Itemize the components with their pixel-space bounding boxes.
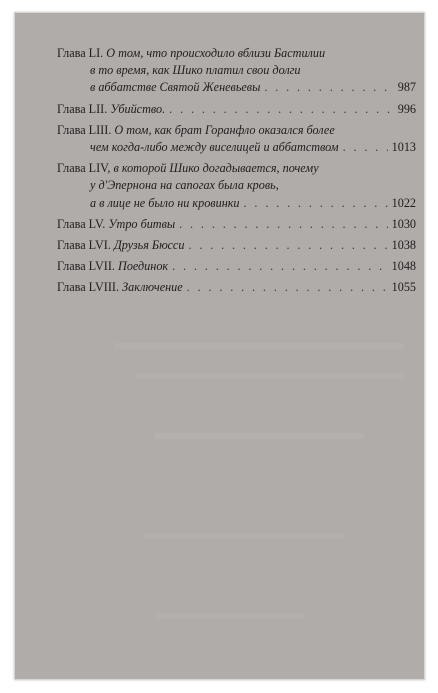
page-number: 1030 <box>391 216 416 231</box>
dot-leader <box>179 216 387 233</box>
chapter-title-line: в то время, как Шико платил свои долги <box>90 63 301 78</box>
page-number: 1022 <box>391 195 416 210</box>
chapter-title-line: Убийство. <box>110 101 166 116</box>
table-of-contents <box>57 45 416 296</box>
page-number: 1013 <box>391 139 416 154</box>
page-number: 996 <box>397 101 416 116</box>
chapter-title-line: чем когда-либо между виселицей и аббатством <box>90 139 339 154</box>
book-page <box>14 12 425 680</box>
toc-entry <box>57 101 416 118</box>
chapter-label: Глава LV. <box>57 216 106 231</box>
chapter-title-line: О том, как брат Горанфло оказался более <box>114 122 335 137</box>
page-number: 987 <box>397 80 416 95</box>
chapter-title-line: в аббатстве Святой Женевьевы <box>90 80 261 95</box>
bleed-through-line <box>155 613 304 619</box>
dot-leader <box>187 279 388 296</box>
bleed-through-line <box>135 373 404 379</box>
page-number: 1038 <box>391 237 416 252</box>
chapter-label: Глава LVI. <box>57 237 111 252</box>
chapter-title-line: в которой Шико догадывается, почему <box>113 161 319 176</box>
chapter-title-line: Друзья Бюсси <box>113 237 185 252</box>
toc-entry <box>57 216 416 233</box>
chapter-label: Глава LI. <box>57 46 104 60</box>
dot-leader <box>343 139 388 156</box>
chapter-label: Глава LVII. <box>57 259 115 274</box>
dot-leader <box>244 195 388 212</box>
toc-entry <box>57 258 416 275</box>
bleed-through-line <box>145 533 344 539</box>
dot-leader <box>264 79 393 96</box>
bleed-through-line <box>115 343 404 349</box>
dot-leader <box>169 101 394 118</box>
chapter-title-line: у д'Эпернона на сапогах была кровь, <box>90 178 279 193</box>
bleed-through-line <box>155 433 364 439</box>
chapter-title-line: Утро битвы <box>108 216 176 231</box>
toc-entry <box>57 122 416 156</box>
page-number: 1048 <box>391 259 416 274</box>
chapter-label: Глава LII. <box>57 101 108 116</box>
chapter-label: Глава LIII. <box>57 122 112 137</box>
chapter-title-line: О том, что происходило вблизи Бастилии <box>106 46 326 60</box>
chapter-title-line: а в лице не было ни кровинки <box>90 195 240 210</box>
dot-leader <box>188 237 387 254</box>
chapter-label: Глава LIV, <box>57 161 111 176</box>
toc-entry <box>57 237 416 254</box>
toc-entry <box>57 45 416 97</box>
dot-leader <box>172 258 388 275</box>
toc-entry <box>57 160 416 212</box>
chapter-title-line: Поединок <box>118 259 169 274</box>
chapter-label: Глава LVIII. <box>57 280 120 295</box>
chapter-title-line: Заключение <box>122 280 183 295</box>
page-number: 1055 <box>391 280 416 295</box>
toc-entry <box>57 279 416 296</box>
